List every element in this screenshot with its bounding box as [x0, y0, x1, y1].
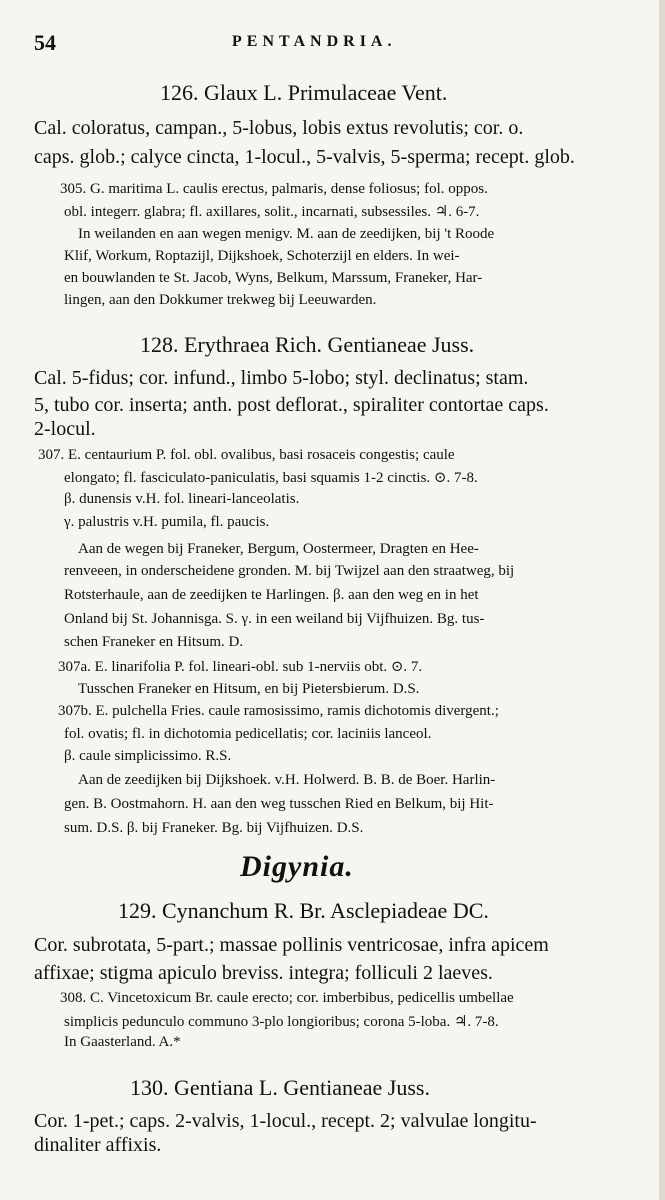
- text-line: Klif, Workum, Roptazijl, Dijkshoek, Schoterzijl en elders. In wei-: [64, 248, 460, 264]
- text-line: gen. B. Oostmahorn. H. aan den weg tusschen Ried en Belkum, bij Hit-: [64, 796, 494, 812]
- text-line: 129. Cynanchum R. Br. Asclepiadeae DC.: [118, 898, 489, 923]
- text-line: Cal. coloratus, campan., 5-lobus, lobis extus revolutis; cor. o.: [34, 117, 524, 139]
- text-line: obl. integerr. glabra; fl. axillares, solit., incarnati, subsessiles. ♃. 6-7.: [64, 204, 480, 220]
- text-line: Rotsterhaule, aan de zeedijken te Harlingen. β. aan den weg en in het: [64, 587, 479, 603]
- text-line: renveeen, in onderscheidene gronden. M. bij Twijzel aan den straatweg, bij: [64, 563, 515, 579]
- text-line: dinaliter affixis.: [34, 1134, 162, 1156]
- text-line: 5, tubo cor. inserta; anth. post deflorat., spiraliter contortae caps.: [34, 394, 549, 416]
- text-line: β. caule simplicissimo. R.S.: [64, 748, 232, 764]
- page-number: 54: [34, 30, 56, 55]
- text-line: schen Franeker en Hitsum. D.: [64, 634, 244, 650]
- text-line: Tusschen Franeker en Hitsum, en bij Pietersbierum. D.S.: [78, 681, 420, 697]
- section-heading-digynia: Digynia.: [240, 850, 354, 883]
- text-line: simplicis pedunculo communo 3-plo longioribus; corona 5-loba. ♃. 7-8.: [64, 1014, 499, 1030]
- text-line: Cor. 1-pet.; caps. 2-valvis, 1-locul., recept. 2; valvulae longitu-: [34, 1110, 537, 1132]
- text-line: Aan de zeedijken bij Dijkshoek. v.H. Holwerd. B. B. de Boer. Harlin-: [78, 772, 496, 788]
- text-line: 307a. E. linarifolia P. fol. lineari-obl. sub 1-nerviis obt. ⊙. 7.: [58, 659, 423, 675]
- text-line: Onland bij St. Johannisga. S. γ. in een weiland bij Vijfhuizen. Bg. tus-: [64, 611, 485, 627]
- text-line: γ. palustris v.H. pumila, fl. paucis.: [64, 514, 270, 530]
- text-line: 307. E. centaurium P. fol. obl. ovalibus, basi rosaceis congestis; caule: [38, 447, 455, 463]
- text-line: In weilanden en aan wegen menigv. M. aan de zeedijken, bij 't Roode: [78, 226, 495, 242]
- text-line: en bouwlanden te St. Jacob, Wyns, Belkum, Marssum, Franeker, Har-: [64, 270, 483, 286]
- page-edge-shadow: [659, 0, 665, 1200]
- text-line: 307b. E. pulchella Fries. caule ramosissimo, ramis dichotomis divergent.;: [58, 703, 499, 719]
- text-line: Aan de wegen bij Franeker, Bergum, Oostermeer, Dragten en Hee-: [78, 541, 479, 557]
- text-line: sum. D.S. β. bij Franeker. Bg. bij Vijfhuizen. D.S.: [64, 820, 364, 836]
- text-line: Cal. 5-fidus; cor. infund., limbo 5-lobo; styl. declinatus; stam.: [34, 367, 529, 389]
- text-line: 128. Erythraea Rich. Gentianeae Juss.: [140, 332, 475, 357]
- text-line: lingen, aan den Dokkumer trekweg bij Leeuwarden.: [64, 292, 377, 308]
- text-line: Cor. subrotata, 5-part.; massae pollinis ventricosae, infra apicem: [34, 934, 549, 956]
- text-line: fol. ovatis; fl. in dichotomia pedicellatis; cor. laciniis lanceol.: [64, 726, 432, 742]
- text-line: 2-locul.: [34, 418, 96, 440]
- text-line: In Gaasterland. A.*: [64, 1034, 181, 1050]
- text-line: 305. G. maritima L. caulis erectus, palmaris, dense foliosus; fol. oppos.: [60, 181, 488, 197]
- text-line: caps. glob.; calyce cincta, 1-locul., 5-valvis, 5-sperma; recept. glob.: [34, 146, 575, 168]
- text-line: β. dunensis v.H. fol. lineari-lanceolatis.: [64, 491, 300, 507]
- text-line: 130. Gentiana L. Gentianeae Juss.: [130, 1075, 430, 1100]
- running-title: PENTANDRIA.: [232, 33, 397, 50]
- text-line: affixae; stigma apiculo breviss. integra; folliculi 2 laeves.: [34, 962, 493, 984]
- text-line: 308. C. Vincetoxicum Br. caule erecto; cor. imberbibus, pedicellis umbellae: [60, 990, 514, 1006]
- text-line: 126. Glaux L. Primulaceae Vent.: [160, 80, 448, 105]
- text-line: elongato; fl. fasciculato-paniculatis, basi squamis 1-2 cinctis. ⊙. 7-8.: [64, 470, 478, 486]
